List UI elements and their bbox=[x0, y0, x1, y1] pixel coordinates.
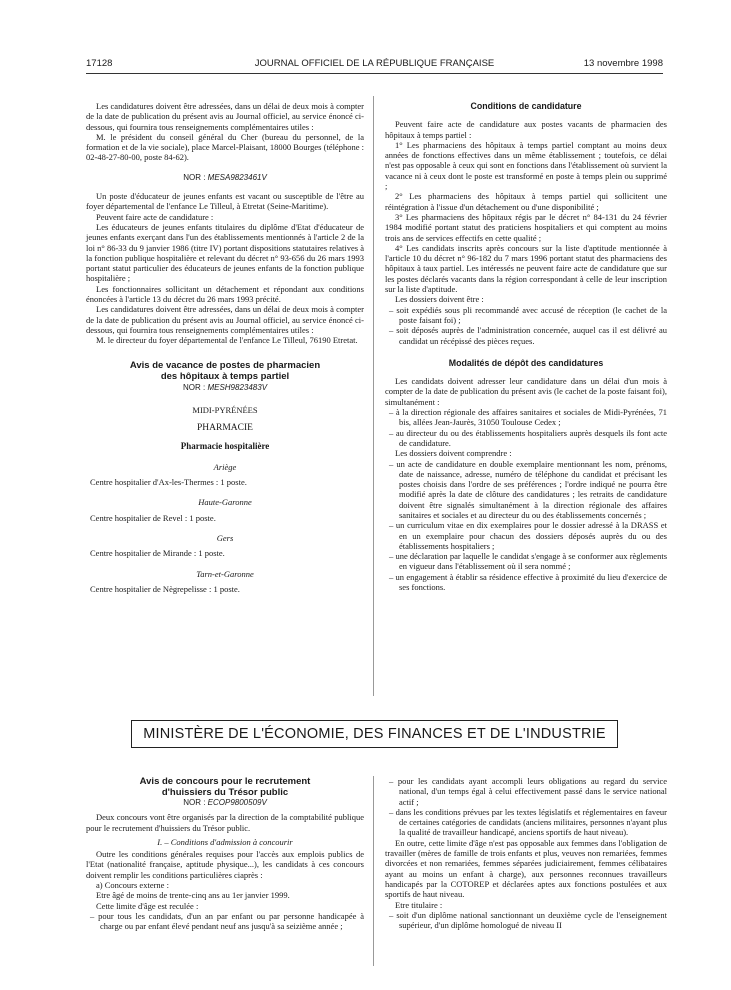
paragraph: M. le président du conseil général du Cher (bureau du personnel, de la formation et de la vie sociale), place Marcel-Plaisant, 18000 Bourges (téléphone : 02-48-27-80-00, poste 84-62). bbox=[86, 131, 364, 163]
paragraph: Etre âgé de moins de trente-cinq ans au 1er janvier 1999. bbox=[96, 890, 290, 901]
issue-date: 13 novembre 1998 bbox=[583, 58, 663, 69]
page-header bbox=[86, 58, 663, 72]
list-item: – un acte de candidature en double exemplaire mentionnant les nom, prénoms, date de naissance, adresse, numéro de téléphone du candidat et précisant les postes choisis dans l'ordre de ses préférences ; l'ordre indiqué ne pourra être modifié après la date de clôture des candidatures ; les retraits de candidature doivent être signalés simultanément à la direction régionale des affaires sanitaires et sociales et au directeur du ou des établissements concernés ; bbox=[389, 458, 667, 520]
list-item: – dans les conditions prévues par les textes législatifs et réglementaires en faveur de certaines catégories de candidats (anciens militaires, personnes n'ayant plus la qualité de travailleur handicapé, anciens sportifs de haut niveau). bbox=[389, 806, 667, 838]
list-item: – une déclaration par laquelle le candidat s'engage à se conformer aux règlements en vigueur dans l'établissement où il sera nommé ; bbox=[389, 551, 667, 572]
region-heading: MIDI-PYRÉNÉES bbox=[192, 404, 258, 415]
department-name: Tarn-et-Garonne bbox=[196, 568, 254, 579]
journal-title: JOURNAL OFFICIEL DE LA RÉPUBLIQUE FRANÇAISE bbox=[254, 58, 495, 69]
paragraph: 4° Les candidats inscrits après concours sur la liste d'aptitude mentionnée à l'article 10 du décret n° 96-182 du 7 mars 1996 portant statut des pharmaciens des hôpitaux à taux partiel. Les intéressés ne peuvent faire acte de candidature que sur les postes déclarés vacants dans la région correspondant à celle de leur inscription sur la liste d'aptitude. bbox=[385, 242, 667, 295]
paragraph: Deux concours vont être organisés par la direction de la comptabilité publique pour le recrutement d'huissiers du Trésor public. bbox=[86, 812, 364, 833]
list-item: – au directeur du ou des établissements hospitaliers auprès desquels ils font acte de candidature. bbox=[389, 427, 667, 448]
bottom-left-column bbox=[86, 776, 364, 932]
list-item: – soit déposés auprès de l'administration concernée, auquel cas il est délivré au candidat un récépissé des pièces reçues. bbox=[389, 325, 667, 346]
page-number: 17128 bbox=[86, 58, 113, 69]
paragraph: Les dossiers doivent comprendre : bbox=[395, 448, 512, 459]
hospital-entry: Centre hospitalier de Revel : 1 poste. bbox=[90, 512, 216, 523]
section-heading: Modalités de dépôt des candidatures bbox=[448, 357, 604, 368]
paragraph: Outre les conditions générales requises pour l'accès aux emplois publics de l'Etat (nationalité française, aptitude physique...), les candidats à ces concours doivent remplir les conditions particulières ciaprès : bbox=[86, 849, 364, 880]
paragraph: Etre titulaire : bbox=[395, 899, 443, 910]
list-item: – pour les candidats ayant accompli leurs obligations au regard du service national, d'un temps égal à celui effectivement passé dans le service national actif ; bbox=[389, 776, 667, 807]
paragraph: a) Concours externe : bbox=[96, 880, 169, 891]
hospital-entry: Centre hospitalier d'Ax-les-Thermes : 1 poste. bbox=[90, 477, 247, 488]
hospital-entry: Centre hospitalier de Mirande : 1 poste. bbox=[90, 548, 225, 559]
list-item: – soit expédiés sous pli recommandé avec accusé de réception (le cachet de la poste faisant foi) ; bbox=[389, 304, 667, 325]
notice-title: Avis de vacance de postes de pharmacien des hôpitaux à temps partiel bbox=[129, 359, 321, 382]
bottom-right-column bbox=[385, 776, 667, 930]
paragraph: Un poste d'éducateur de jeunes enfants est vacant ou susceptible de l'être au foyer départemental de l'enfance Le Tilleul, à Etretat (Seine-Maritime). bbox=[86, 191, 364, 212]
list-item: – à la direction régionale des affaires sanitaires et sociales de Midi-Pyrénées, 71 bis, allées Jean-Jaurès, 31050 Toulouse Cedex ; bbox=[389, 407, 667, 428]
paragraph: Les candidatures doivent être adressées, dans un délai de deux mois à compter de la date de publication du présent avis au Journal officiel, au service énoncé ci-dessous, qui fournira tous renseignements complémentaires utiles : bbox=[86, 101, 364, 132]
paragraph: Les candidats doivent adresser leur candidature dans un délai d'un mois à compter de la date de publication du présent avis (le cachet de la poste faisant foi), simultanément : bbox=[385, 376, 667, 407]
paragraph: Les fonctionnaires sollicitant un détachement et répondant aux conditions énoncées à l'article 13 du décret du 26 mars 1993 précité. bbox=[86, 283, 364, 305]
list-item: – un curriculum vitae en dix exemplaires pour le dossier adressé à la DRASS et en un exemplaire pour chacun des dossiers déposés auprès du ou des établissements hospitaliers ; bbox=[389, 520, 667, 551]
list-item: – soit d'un diplôme national sanctionnant un deuxième cycle de l'enseignement supérieur, d'un diplôme homologué de niveau II bbox=[389, 909, 667, 931]
ministry-banner: MINISTÈRE DE L'ÉCONOMIE, DES FINANCES ET DE L'INDUSTRIE bbox=[131, 720, 618, 748]
paragraph: Les éducateurs de jeunes enfants titulaires du diplôme d'Etat d'éducateur de jeunes enfants exerçant dans l'un des établissements mentionnés à l'article 2 de la loi n° 86-33 du 9 janvier 1986 (titre IV) portant dispositions statutaires relatives à la fonction publique hospitalière et relevant du décret n° 93-656 du 26 mars 1993 portant statut particulier des éducateurs de jeunes enfants de la fonction publique hospitalière ; bbox=[86, 221, 364, 284]
right-column bbox=[385, 101, 667, 592]
department-name: Ariège bbox=[213, 461, 237, 472]
notice-title: Avis de concours pour le recrutement d'huissiers du Trésor public bbox=[139, 776, 311, 798]
paragraph: 2° Les pharmaciens des hôpitaux à temps partiel qui sollicitent une réintégration à l'issue d'un détachement ou d'une disponibilité ; bbox=[385, 191, 667, 212]
section-heading: I. – Conditions d'admission à concourir bbox=[157, 836, 293, 847]
paragraph: Les candidatures doivent être adressées, dans un délai de deux mois à compter de la date de publication du présent avis au Journal officiel, au service énoncé ci-dessous, qui fournira tous renseignements complémentaires utiles : bbox=[86, 304, 364, 335]
paragraph: Les dossiers doivent être : bbox=[395, 294, 484, 305]
list-item: – un engagement à établir sa résidence effective à proximité du lieu d'exercice de ses fonctions. bbox=[389, 571, 667, 593]
paragraph: Cette limite d'âge est reculée : bbox=[96, 900, 199, 911]
header-rule bbox=[86, 73, 663, 74]
subsection-heading: Pharmacie hospitalière bbox=[180, 441, 270, 452]
hospital-entry: Centre hospitalier de Nègrepelisse : 1 poste. bbox=[90, 583, 240, 594]
section-heading: PHARMACIE bbox=[197, 423, 253, 434]
paragraph: M. le directeur du foyer départemental de l'enfance Le Tilleul, 76190 Etretat. bbox=[96, 335, 358, 346]
paragraph: En outre, cette limite d'âge n'est pas opposable aux femmes dans l'obligation de travailler (mères de famille de trois enfants et plus, veuves non remariées, femmes divorcées et non remariées, femmes séparées judiciairement, femmes célibataires ayant au moins un enfant à charge), aux personnes reconnues travailleurs handicapés par la COTOREP et déclarées aptes aux fonctions postulées et aux sportifs de haut niveau. bbox=[385, 837, 667, 900]
nor-reference: NOR : MESH9823483V bbox=[182, 382, 268, 392]
department-name: Haute-Garonne bbox=[198, 497, 252, 508]
department-name: Gers bbox=[216, 532, 234, 543]
nor-reference: NOR : ECOP9800509V bbox=[183, 798, 267, 807]
column-divider bbox=[373, 776, 374, 966]
column-divider bbox=[373, 96, 374, 696]
left-column bbox=[86, 101, 364, 594]
paragraph: 1° Les pharmaciens des hôpitaux à temps partiel comptant au moins deux années de fonctions effectives dans un même établissement ; toutefois, ce délai n'est pas opposable à ceux qui sont en fonctions dans l'établissement où survient la vacance ni à ceux dont le poste est transformé en poste à temps plein ou supprimé ; bbox=[385, 139, 667, 192]
paragraph: 3° Les pharmaciens des hôpitaux régis par le décret n° 84-131 du 24 février 1984 modifié portant statut des praticiens hospitaliers et qui comptent au moins trois ans de services effectifs en cette qualité ; bbox=[385, 211, 667, 243]
section-heading: Conditions de candidature bbox=[470, 101, 582, 111]
paragraph: Peuvent faire acte de candidature : bbox=[96, 211, 214, 222]
list-item: – pour tous les candidats, d'un an par enfant ou par personne handicapée à charge ou par enfant élevé pendant neuf ans jusqu'à sa seizième année ; bbox=[90, 910, 364, 932]
paragraph: Peuvent faire acte de candidature aux postes vacants de pharmacien des hôpitaux à temps partiel : bbox=[385, 119, 667, 140]
nor-reference: NOR : MESA9823461V bbox=[183, 172, 267, 182]
